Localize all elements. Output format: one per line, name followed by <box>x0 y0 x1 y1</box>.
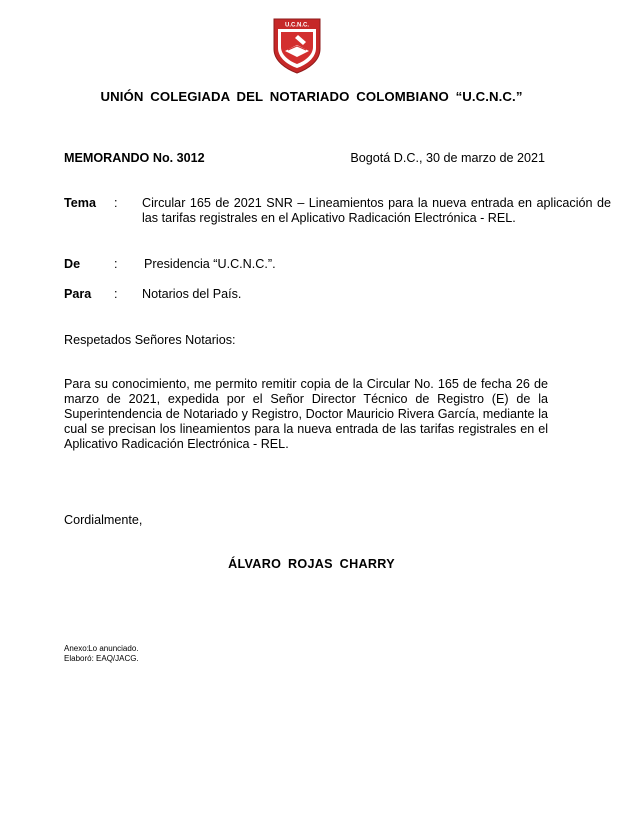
closing: Cordialmente, <box>64 513 143 527</box>
ucnc-logo <box>268 15 326 75</box>
annex-line <box>64 644 139 654</box>
from-separator: : <box>114 257 118 271</box>
annex-label: Anexo: <box>64 644 89 653</box>
subject-value: Circular 165 de 2021 SNR – Lineamientos para la nueva entrada en aplicación de las tarifas registrales en el Aplicativo Radicación Electrónica - REL. <box>142 196 611 225</box>
prepared-by-line <box>64 654 139 664</box>
from-label: De <box>64 257 81 271</box>
body-paragraph: Para su conocimiento, me permito remitir copia de la Circular No. 165 de fecha 26 de marzo de 2021, expedida por el Señor Director Técnico de Registro (E) de la Superintendencia de Notariado y Registro, Doctor Mauricio Rivera García, mediante la cual se precisan los lineamientos para la nueva entrada de las tarifas registrales en el Aplicativo Radicación Electrónica - REL. <box>64 377 548 451</box>
subject-separator: : <box>114 196 118 210</box>
logo-text: U.C.N.C. <box>285 22 309 29</box>
to-value: Notarios del País. <box>142 287 242 301</box>
memo-date: Bogotá D.C., 30 de marzo de 2021 <box>350 151 545 165</box>
annex-value: Lo anunciado. <box>88 644 139 653</box>
signer-name: ÁLVARO ROJAS CHARRY <box>228 557 395 571</box>
memo-number: MEMORANDO No. 3012 <box>64 151 205 165</box>
prepared-by-value: EAQ/JACG. <box>96 654 139 663</box>
organization-title: UNIÓN COLEGIADA DEL NOTARIADO COLOMBIANO “U.C.N.C.” <box>100 89 523 104</box>
ucnc-seal-icon <box>268 15 326 75</box>
to-label: Para <box>64 287 92 301</box>
from-value: Presidencia “U.C.N.C.”. <box>144 257 276 271</box>
subject-label: Tema <box>64 196 96 210</box>
prepared-by-label: Elaboró: <box>64 654 94 663</box>
salutation: Respetados Señores Notarios: <box>64 333 236 347</box>
to-separator: : <box>114 287 118 301</box>
